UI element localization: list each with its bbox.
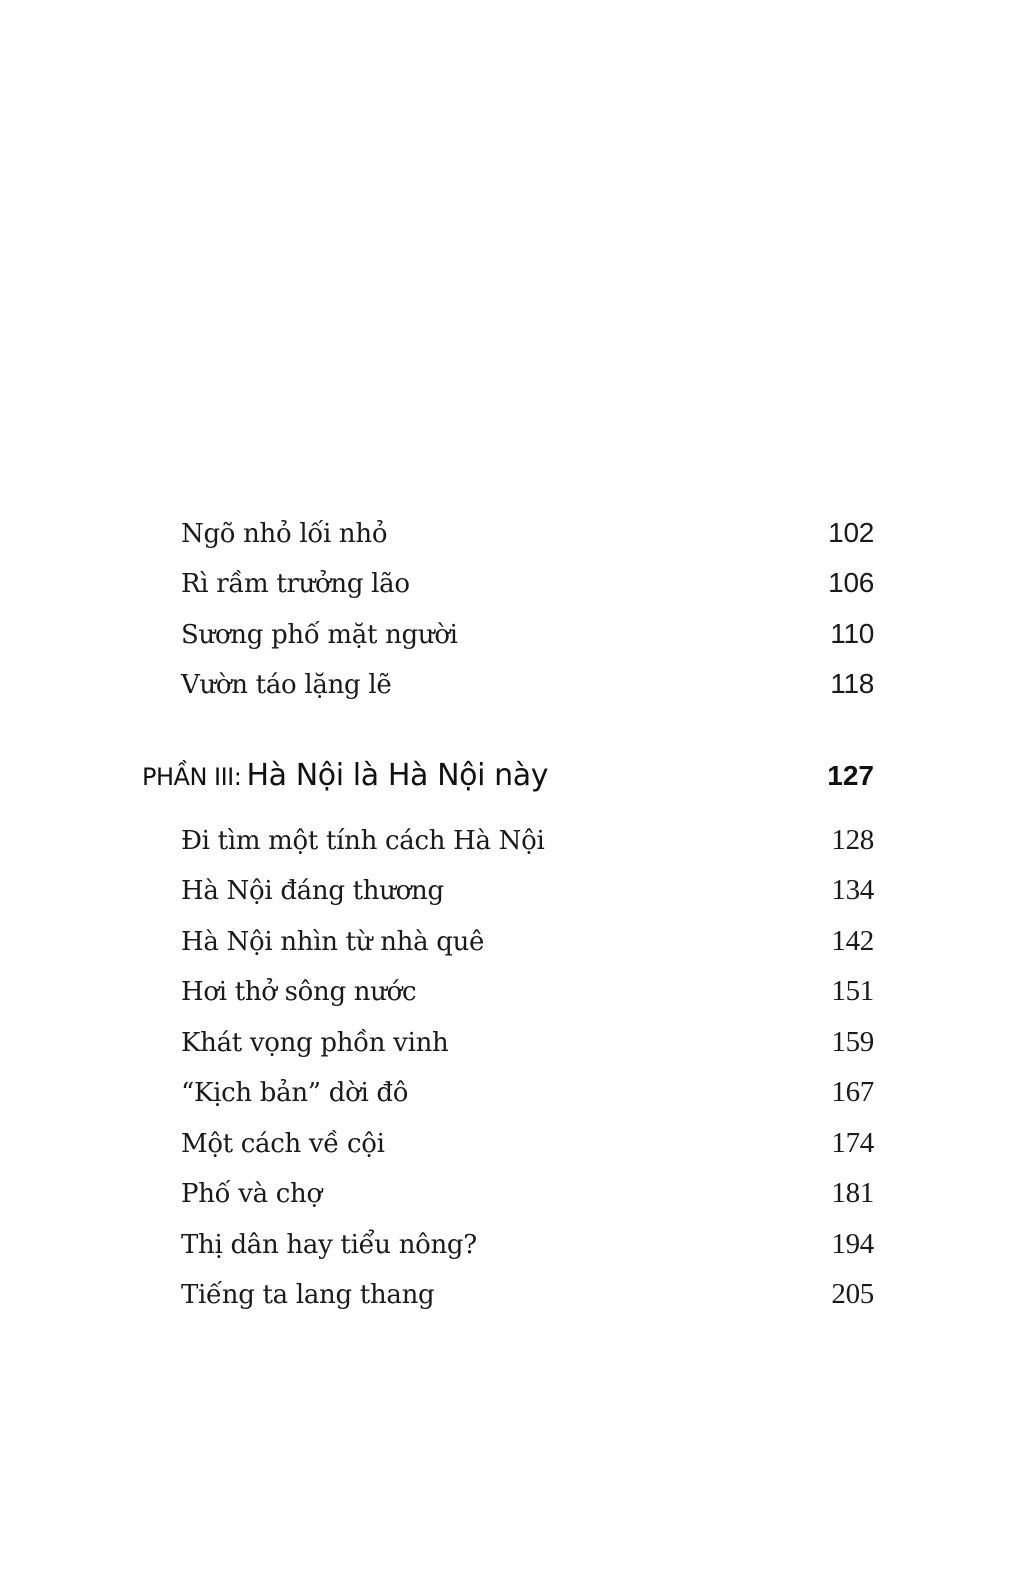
toc-entry-title: Vườn táo lặng lẽ [181, 670, 392, 700]
part-page: 127 [827, 760, 874, 791]
part-heading-text [142, 758, 548, 793]
toc-entry [181, 517, 874, 557]
part-label: PHẦN III: [142, 763, 242, 791]
toc-entry-page: 181 [831, 1177, 874, 1209]
toc-entry-page: 128 [831, 824, 874, 856]
toc-entry [181, 668, 874, 708]
toc-entry-title: Sương phố mặt người [181, 620, 458, 650]
toc-entry-page: 134 [831, 874, 874, 906]
toc-entry-title: Một cách về cội [181, 1129, 385, 1159]
toc-entry-page: 159 [831, 1026, 874, 1058]
toc-entry [181, 1127, 874, 1167]
toc-entry-page: 102 [828, 517, 874, 548]
toc-entry-page: 167 [831, 1076, 874, 1108]
toc-entry-title: Rì rầm trưởng lão [181, 569, 410, 599]
toc-entry [181, 1026, 874, 1066]
toc-entry-title: “Kịch bản” dời đô [181, 1078, 409, 1108]
toc-entry-page: 110 [830, 618, 874, 649]
toc-entry [181, 567, 874, 607]
toc-entry-page: 118 [830, 668, 874, 699]
toc-entry [181, 824, 874, 864]
toc-entry [181, 1278, 874, 1318]
toc-entry-title: Ngõ nhỏ lối nhỏ [181, 519, 388, 549]
toc-entry-title: Phố và chợ [181, 1179, 322, 1209]
toc-entry [181, 1076, 874, 1116]
toc-entry-title: Thị dân hay tiểu nông? [181, 1230, 477, 1260]
toc-entry [181, 1228, 874, 1268]
toc-part-heading [142, 758, 874, 804]
part-title: Hà Nội là Hà Nội này [246, 758, 549, 793]
toc-entry [181, 874, 874, 914]
toc-entry-title: Hơi thở sông nước [181, 977, 417, 1007]
toc-entry-page: 151 [831, 975, 874, 1007]
toc-entry [181, 1177, 874, 1217]
toc-entry-title: Khát vọng phồn vinh [181, 1028, 449, 1058]
toc-entry-title: Tiếng ta lang thang [181, 1280, 435, 1310]
toc-entry-page: 194 [831, 1228, 874, 1260]
toc-entry [181, 975, 874, 1015]
toc-entry-page: 142 [831, 925, 874, 957]
toc-entry [181, 925, 874, 965]
toc-entry-title: Hà Nội nhìn từ nhà quê [181, 927, 485, 957]
toc-entry-page: 205 [831, 1278, 874, 1310]
toc-entry-page: 174 [831, 1127, 874, 1159]
toc-entry-title: Hà Nội đáng thương [181, 876, 444, 906]
toc-entry-title: Đi tìm một tính cách Hà Nội [181, 826, 545, 856]
toc-entry [181, 618, 874, 658]
toc-entry-page: 106 [828, 567, 874, 598]
